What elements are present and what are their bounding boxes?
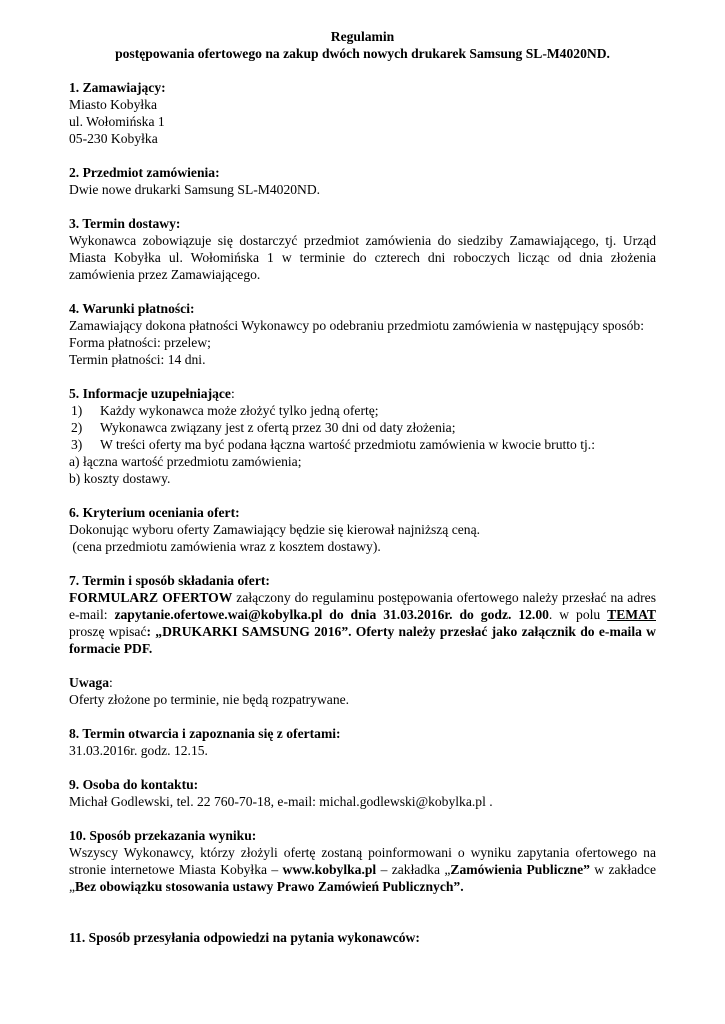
text-run: – zakładka „	[376, 862, 451, 877]
section-heading: 9. Osoba do kontaktu:	[69, 777, 199, 792]
text-run: załączony do regulaminu postępowania ofertowego należy przesłać na adres e-mail:	[69, 590, 656, 622]
section-osoba-kontakt	[69, 776, 656, 810]
list-item	[69, 402, 656, 419]
list-number: 1)	[71, 403, 83, 418]
section-text: Zamawiający dokona płatności Wykonawcy po odebraniu przedmiotu zamówienia w następujący sposób:	[69, 318, 644, 333]
text-run: w polu	[552, 607, 608, 622]
sub-item-a: a) łączna wartość przedmiotu zamówienia;	[69, 454, 302, 469]
info-list	[69, 402, 656, 453]
section-odpowiedzi	[69, 929, 656, 946]
section-termin-otwarcia	[69, 725, 656, 759]
title-line-2: postępowania ofertowego na zakup dwóch nowych drukarek Samsung SL-M4020ND.	[115, 46, 610, 61]
list-item	[69, 436, 656, 453]
title-line-1: Regulamin	[330, 29, 395, 44]
list-text: Każdy wykonawca może złożyć tylko jedną ofertę;	[100, 403, 379, 418]
list-number: 3)	[71, 437, 83, 452]
heading-colon: :	[109, 675, 113, 690]
text-run: proszę wpisać	[69, 624, 147, 639]
list-number: 2)	[71, 420, 83, 435]
section-heading: 10. Sposób przekazania wyniku:	[69, 828, 257, 843]
submission-email-deadline: zapytanie.ofertowe.wai@kobylka.pl do dnia 31.03.2016r. do godz. 12.00	[114, 607, 549, 622]
form-name: FORMULARZ OFERTOW	[69, 590, 233, 605]
section-przekazanie-wyniku	[69, 827, 656, 895]
section-text: Michał Godlewski, tel. 22 760-70-18, e-mail: michal.godlewski@kobylka.pl .	[69, 794, 493, 809]
section-przedmiot	[69, 164, 656, 198]
section-heading-line	[69, 385, 656, 402]
section-heading: 1. Zamawiający:	[69, 80, 166, 95]
list-text: Wykonawca związany jest z ofertą przez 30 dni od daty złożenia;	[100, 420, 456, 435]
tab-name: Zamówienia Publiczne”	[450, 862, 590, 877]
section-informacje	[69, 385, 656, 487]
document-title	[69, 28, 656, 62]
address-line: ul. Wołomińska 1	[69, 114, 165, 129]
section-heading: 2. Przedmiot zamówienia:	[69, 165, 220, 180]
section-heading: 8. Termin otwarcia i zapoznania się z ofertami:	[69, 726, 341, 741]
website-url: www.kobylka.pl	[282, 862, 377, 877]
sub-item-b: b) koszty dostawy.	[69, 471, 171, 486]
document-body	[69, 28, 656, 946]
address-line: Miasto Kobyłka	[69, 97, 157, 112]
section-skladanie-ofert	[69, 572, 656, 657]
section-text: 31.03.2016r. godz. 12.15.	[69, 743, 208, 758]
payment-term: Termin płatności: 14 dni.	[69, 352, 206, 367]
section-text	[69, 844, 656, 895]
section-heading: 4. Warunki płatności:	[69, 301, 195, 316]
section-termin-dostawy	[69, 215, 656, 283]
heading-colon: :	[230, 386, 235, 401]
section-heading: 5. Informacje uzupełniające	[69, 386, 231, 401]
list-text: W treści oferty ma być podana łączna wartość przedmiotu zamówienia w kwocie brutto tj.:	[100, 437, 595, 452]
text-run: Wszyscy Wykonawcy, którzy złożyli ofertę zostaną poinformowani o wyniku zapytania ofertowego na stronie internetowe Miasta Kobyłka –	[69, 845, 656, 877]
section-text	[69, 589, 656, 657]
subject-instruction: : „DRUKARKI SAMSUNG 2016”. Oferty należy przesłać jako załącznik do e-maila w formacie PDF.	[69, 624, 656, 656]
section-warunki-platnosci	[69, 300, 656, 368]
section-zamawiajacy	[69, 79, 656, 147]
section-heading: 3. Termin dostawy:	[69, 216, 181, 231]
subject-field-label: TEMAT	[607, 607, 656, 622]
section-kryterium	[69, 504, 656, 555]
subtab-name: Bez obowiązku stosowania ustawy Prawo Zamówień Publicznych”.	[75, 879, 464, 894]
section-text: Oferty złożone po terminie, nie będą rozpatrywane.	[69, 692, 350, 707]
section-heading: 7. Termin i sposób składania ofert:	[69, 573, 270, 588]
section-text: Wykonawca zobowiązuje się dostarczyć przedmiot zamówienia do siedziby Zamawiającego, tj. Urząd Miasta Kobyłka ul. Wołomińska 1 w terminie do czterech dni roboczych licząc od dnia złożenia zamówienia przez Zamawiającego.	[69, 233, 656, 282]
section-text: (cena przedmiotu zamówienia wraz z kosztem dostawy).	[69, 539, 381, 554]
list-item	[69, 419, 656, 436]
address-line: 05-230 Kobyłka	[69, 131, 158, 146]
section-text: Dokonując wyboru oferty Zamawiający będzie się kierował najniższą ceną.	[69, 522, 481, 537]
text-run: .	[548, 607, 553, 622]
payment-form: Forma płatności: przelew;	[69, 335, 211, 350]
section-text: Dwie nowe drukarki Samsung SL-M4020ND.	[69, 182, 321, 197]
section-uwaga	[69, 674, 656, 708]
text-run: w zakładce „	[69, 862, 656, 894]
section-heading: Uwaga	[69, 675, 110, 690]
section-heading: 11. Sposób przesyłania odpowiedzi na pytania wykonawców:	[69, 930, 420, 945]
section-heading-line	[69, 674, 656, 691]
section-heading: 6. Kryterium oceniania ofert:	[69, 505, 240, 520]
